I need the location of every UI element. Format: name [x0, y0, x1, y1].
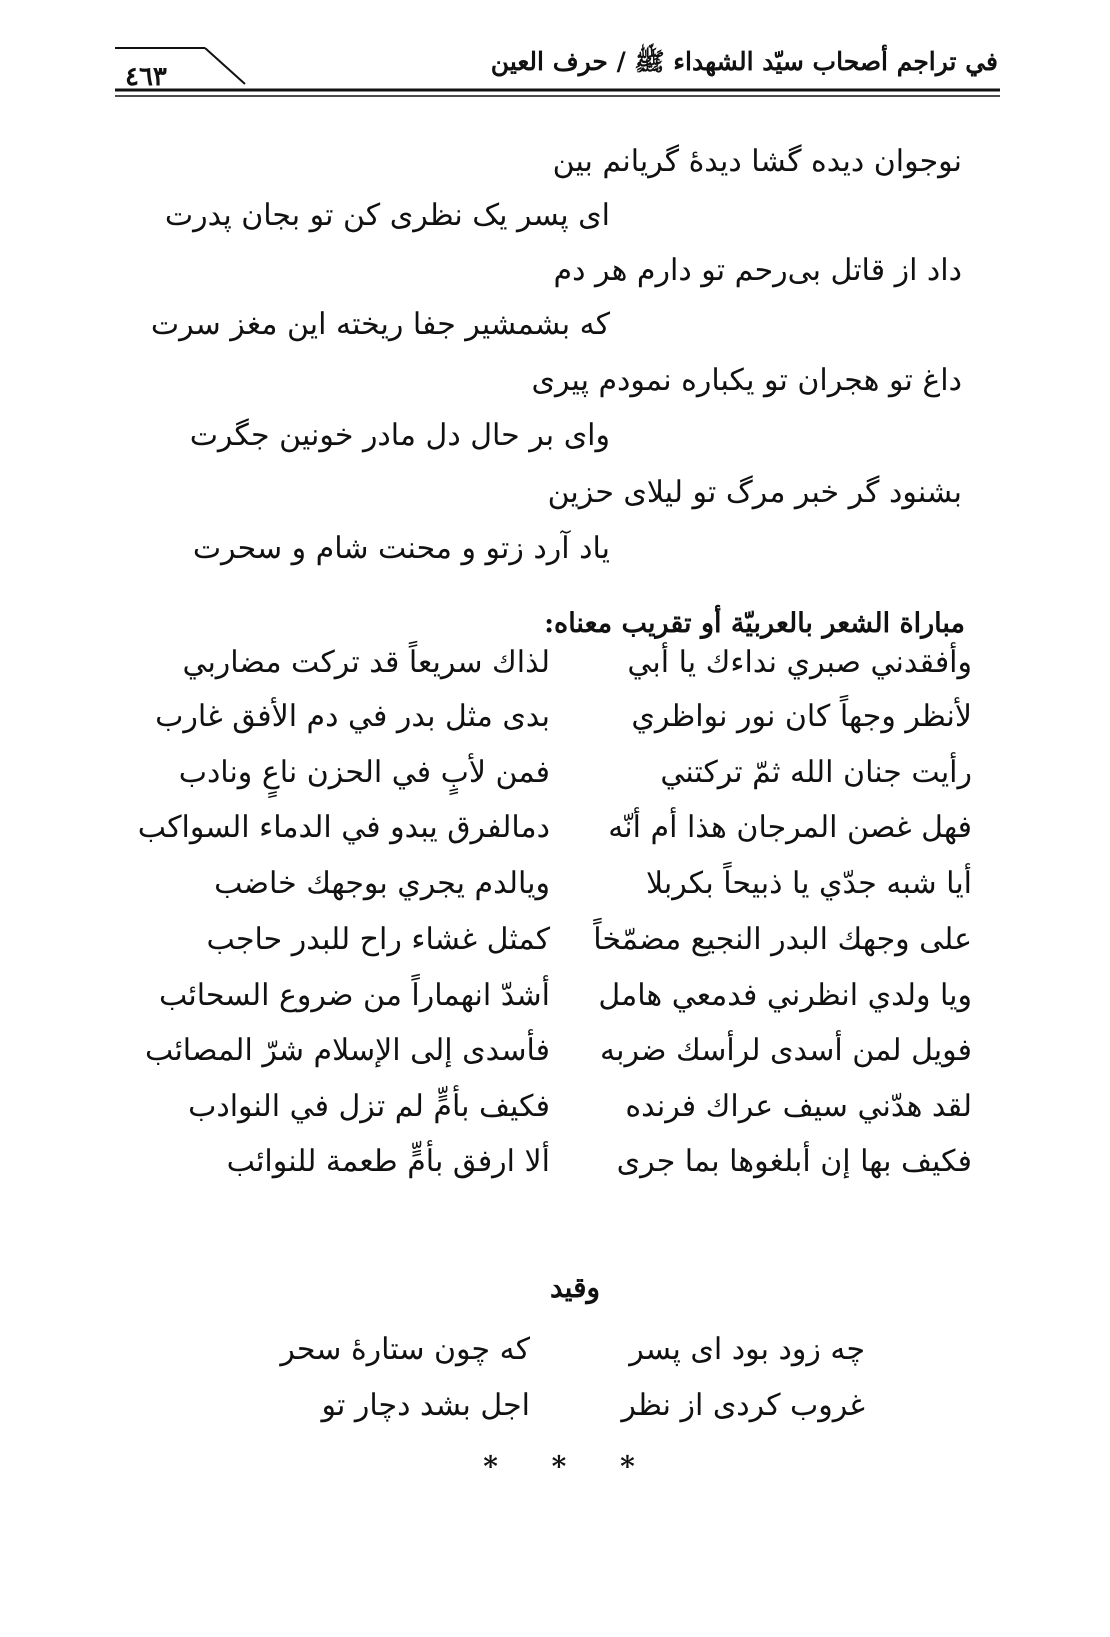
arabic-hemistich-first: فهل غصن المرجان هذا أم أنّه: [608, 810, 972, 845]
persian-verse-line: بشنود گر خبر مرگ تو لیلای حزین: [547, 475, 962, 510]
arabic-hemistich-second: فأسدى إلى الإسلام شرّ المصائب: [145, 1033, 550, 1068]
section-subtitle: وقيد: [549, 1271, 601, 1304]
running-title: في تراجم أصحاب سيّد الشهداء ﷺ / حرف العين: [490, 47, 998, 76]
arabic-hemistich-first: وأفقدني صبري نداءك يا أبي: [627, 645, 972, 680]
arabic-hemistich-first: ويا ولدي انظرني فدمعي هامل: [598, 978, 972, 1013]
arabic-hemistich-second: فمن لأبٍ في الحزن ناعٍ ونادب: [178, 755, 550, 790]
arabic-hemistich-first: فكيف بها إن أبلغوها بما جرى: [616, 1144, 972, 1179]
section-ornament: * * *: [483, 1450, 657, 1483]
arabic-hemistich-second: دمالفرق يبدو في الدماء السواكب: [137, 810, 550, 845]
persian-couplet-second: اجل بشد دچار تو: [321, 1388, 530, 1423]
arabic-hemistich-first: أيا شبه جدّي يا ذبيحاً بكربلا: [645, 866, 972, 901]
persian-couplet-first: چه زود بود ای پسر: [629, 1332, 865, 1367]
page-number: ٤٦٣: [125, 62, 167, 92]
persian-verse-line: یاد آرد زتو و محنت شام و سحرت: [192, 531, 610, 566]
arabic-hemistich-first: فويل لمن أسدى لرأسك ضربه: [600, 1033, 972, 1068]
persian-verse-line: وای بر حال دل مادر خونین جگرت: [189, 418, 610, 453]
arabic-hemistich-second: فكيف بأمٍّ لم تزل في النوادب: [188, 1089, 550, 1124]
persian-verse-line: که بشمشیر جفا ریخته این مغز سرت: [150, 307, 610, 342]
arabic-hemistich-first: لأنظر وجهاً كان نور نواظري: [631, 699, 972, 734]
arabic-hemistich-first: لقد هدّني سيف عراك فرنده: [625, 1089, 972, 1124]
arabic-hemistich-second: كمثل غشاء راح للبدر حاجب: [206, 922, 550, 957]
persian-verse-line: داد از قاتل بی‌رحم تو دارم هر دم: [553, 253, 962, 288]
persian-verse-line: ای پسر یک نظری کن تو بجان پدرت: [164, 198, 610, 233]
arabic-hemistich-second: لذاك سريعاً قد تركت مضاربي: [182, 645, 550, 680]
arabic-hemistich-second: أشدّ انهماراً من ضروع السحائب: [158, 978, 550, 1013]
section-heading: مباراة الشعر بالعربيّة أو تقريب معناه:: [544, 608, 965, 639]
arabic-hemistich-second: ويالدم يجري بوجهك خاضب: [214, 866, 550, 901]
arabic-hemistich-first: على وجهك البدر النجيع مضمّخاً: [593, 922, 972, 957]
arabic-hemistich-second: ألا ارفق بأمٍّ طعمة للنوائب: [226, 1144, 550, 1179]
persian-verse-line: نوجوان دیده گشا دیدهٔ گریانم بین: [552, 144, 962, 179]
persian-couplet-first: غروب کردی از نظر: [621, 1388, 865, 1423]
arabic-hemistich-first: رأيت جنان الله ثمّ تركتني: [660, 755, 972, 790]
arabic-hemistich-second: بدى مثل بدر في دم الأفق غارب: [155, 699, 550, 734]
persian-verse-line: داغ تو هجران تو یکباره نمودم پیری: [531, 363, 962, 398]
persian-couplet-second: که چون ستارهٔ سحر: [280, 1332, 530, 1367]
